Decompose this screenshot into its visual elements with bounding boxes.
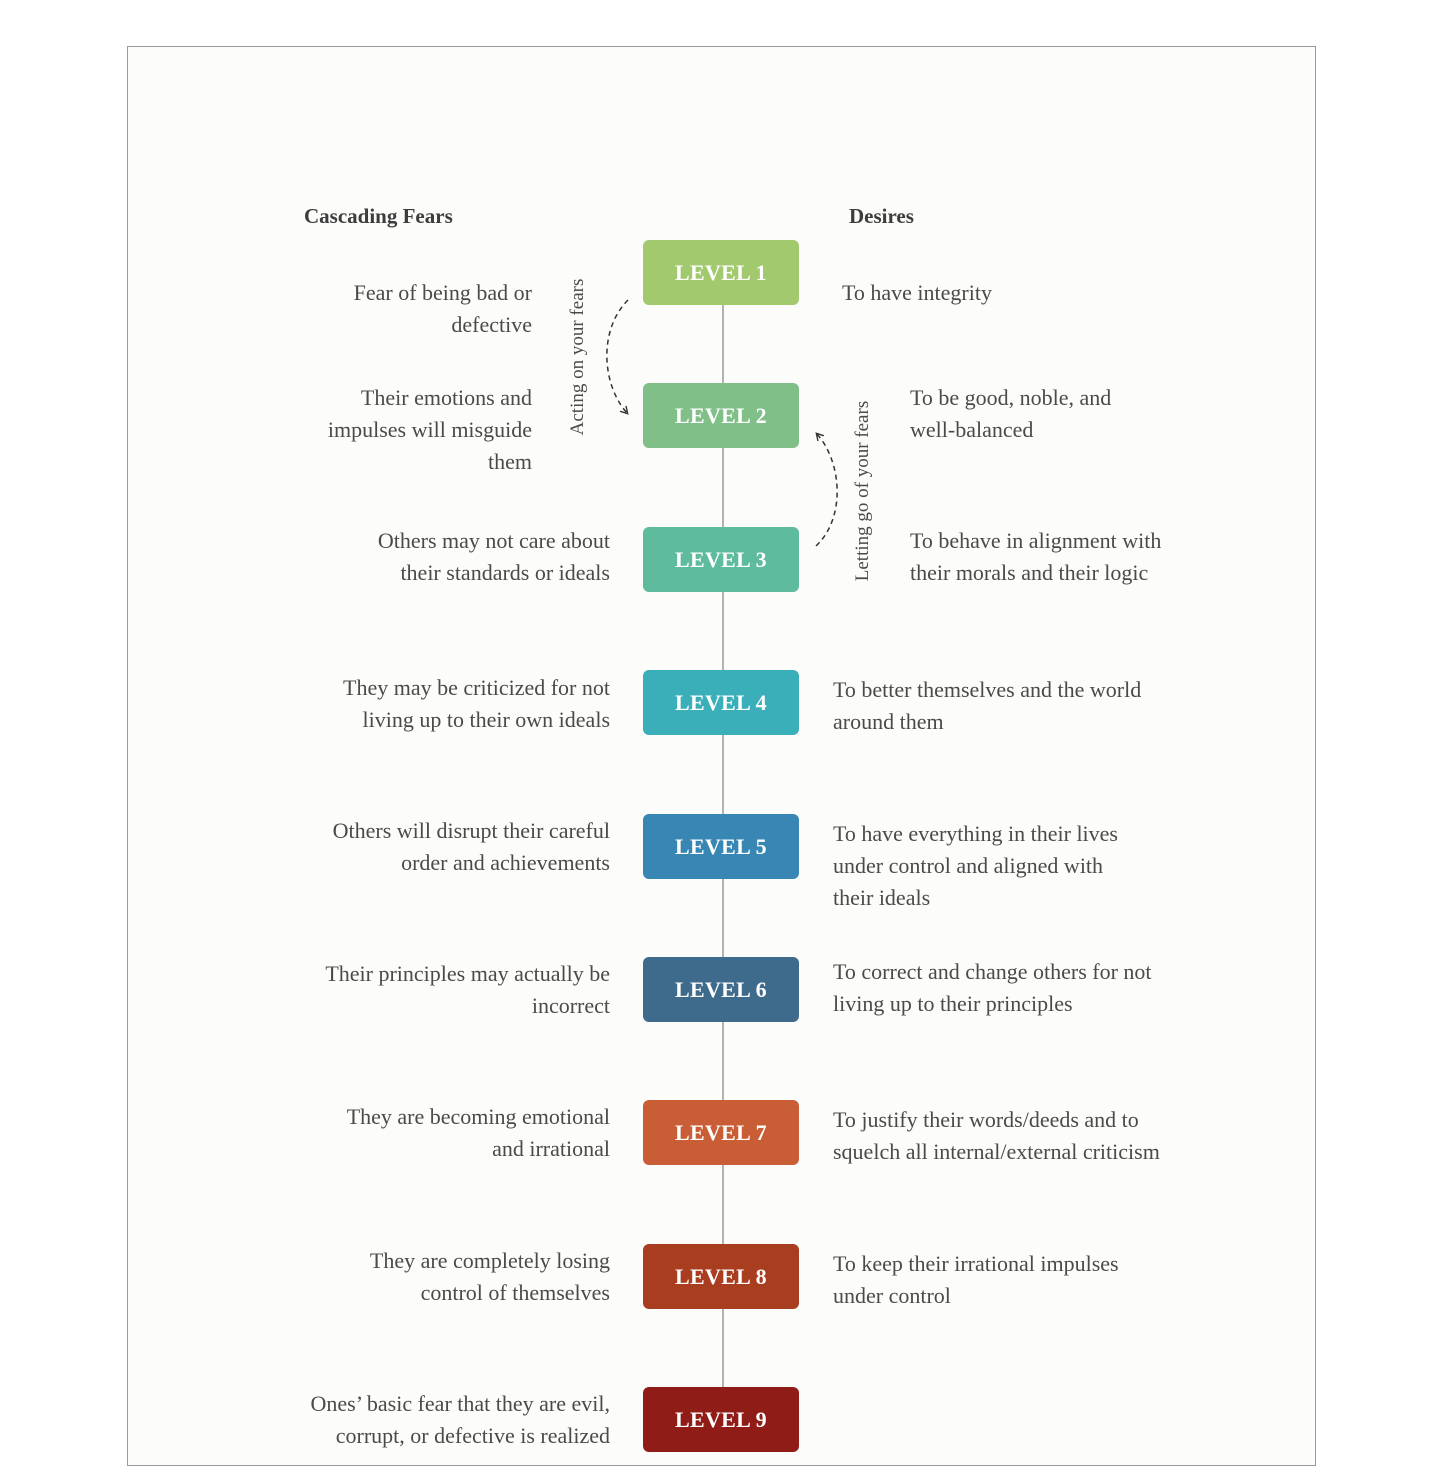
desire-level-8: To keep their irrational impulses under control — [833, 1251, 1119, 1308]
fear-level-4: They may be criticized for not living up to their own ideals — [343, 675, 610, 732]
fear-level-1: Fear of being bad or defective — [353, 280, 532, 337]
desire-level-3: To behave in alignment with their morals and their logic — [910, 528, 1162, 585]
letting-go-arrow — [816, 434, 837, 546]
letting-go-of-fears-label: Letting go of your fears — [852, 400, 873, 582]
desire-level-4: To better themselves and the world around them — [833, 677, 1142, 734]
desire-level-7: To justify their words/deeds and to squelch all internal/external criticism — [833, 1107, 1160, 1164]
level-6-box: LEVEL 6 — [643, 957, 799, 1022]
level-3-box: LEVEL 3 — [643, 527, 799, 592]
level-2-box: LEVEL 2 — [643, 383, 799, 448]
fear-level-5: Others will disrupt their careful order and achievements — [332, 818, 610, 875]
fear-level-6: Their principles may actually be incorrect — [325, 961, 610, 1018]
desire-level-2: To be good, noble, and well-balanced — [910, 385, 1112, 442]
desires-heading: Desires — [849, 204, 914, 228]
level-8-box: LEVEL 8 — [643, 1244, 799, 1309]
fear-level-2: Their emotions and impulses will misguide them — [327, 385, 532, 474]
fear-level-8: They are completely losing control of themselves — [369, 1248, 610, 1305]
fear-level-3: Others may not care about their standards or ideals — [377, 528, 610, 585]
acting-arrow — [607, 300, 628, 413]
desire-level-5: To have everything in their lives under control and aligned with their ideals — [833, 821, 1118, 910]
acting-on-fears-label: Acting on your fears — [567, 278, 588, 436]
desire-level-1: To have integrity — [842, 280, 992, 305]
desire-level-6: To correct and change others for not living up to their principles — [833, 959, 1152, 1016]
level-7-box: LEVEL 7 — [643, 1100, 799, 1165]
fear-level-7: They are becoming emotional and irrational — [346, 1104, 610, 1161]
level-1-box: LEVEL 1 — [643, 240, 799, 305]
level-9-box: LEVEL 9 — [643, 1387, 799, 1452]
level-4-box: LEVEL 4 — [643, 670, 799, 735]
fears-heading: Cascading Fears — [304, 204, 453, 228]
fear-level-9: Ones’ basic fear that they are evil, corrupt, or defective is realized — [310, 1391, 610, 1448]
level-5-box: LEVEL 5 — [643, 814, 799, 879]
